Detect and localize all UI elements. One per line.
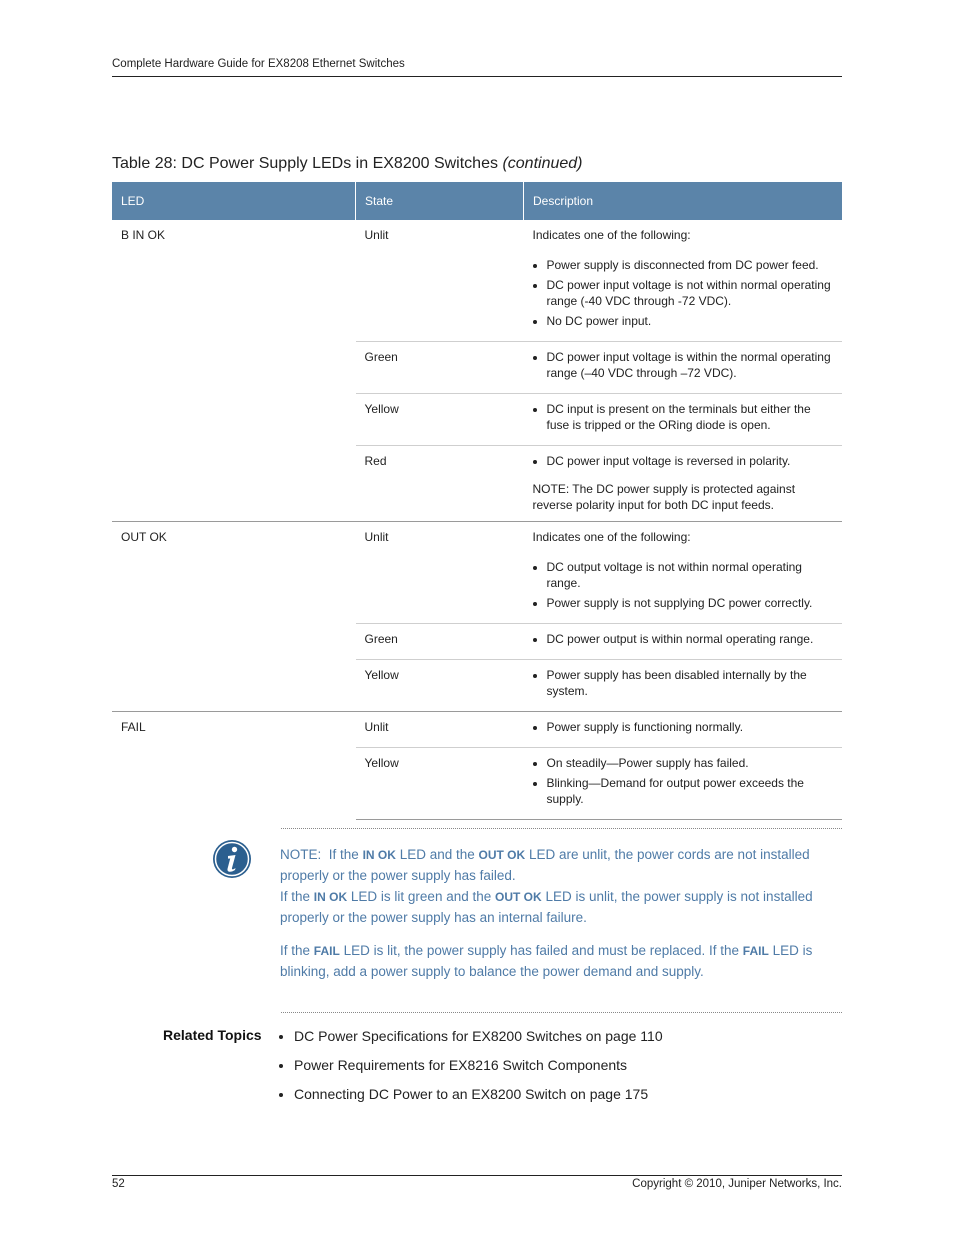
info-icon [212, 839, 252, 879]
description-cell [524, 342, 843, 394]
table-row [112, 522, 842, 624]
description-intro: Indicates one of the following: [532, 530, 691, 544]
related-topics-list [281, 1027, 814, 1114]
led-table-body [112, 220, 842, 820]
header-rule [112, 76, 842, 77]
description-cell [524, 712, 843, 748]
state-cell: Unlit [364, 228, 389, 242]
state-cell: Yellow [356, 748, 524, 820]
description-cell [524, 446, 843, 522]
description-bullet: • Blinking—Demand for output power exceeds the supply. [547, 775, 834, 807]
description-note: NOTE: The DC power supply is protected against reverse polarity input for both DC input feeds. [532, 482, 796, 512]
note-p2-led-b: OUT OK [495, 890, 542, 904]
related-topic-item[interactable]: • DC Power Specifications for EX8200 Switches on page 110 [294, 1027, 814, 1046]
description-bullet: • Power supply is functioning normally. [547, 719, 834, 735]
related-topics-label: Related Topics [163, 1027, 262, 1043]
description-bullet: • DC power input voltage is reversed in polarity. [547, 453, 834, 469]
description-cell [524, 660, 843, 712]
description-bullet: • DC output voltage is not within normal operating range. [547, 559, 834, 591]
state-cell: Green [356, 624, 524, 660]
footer-rule [112, 1175, 842, 1176]
note-p3-c: LED is lit, the power supply has failed and must be replaced. If the [343, 943, 740, 958]
description-bullet: • DC power output is within normal operating range. [547, 631, 834, 647]
state-cell: Yellow [356, 394, 524, 446]
page-number: 52 [112, 1178, 125, 1190]
led-name-cell: OUT OK [112, 522, 356, 712]
related-topic-item[interactable]: • Power Requirements for EX8216 Switch Components [294, 1056, 814, 1075]
description-bullets [533, 631, 834, 647]
note-label: NOTE: [280, 847, 322, 862]
note-p3-led-a: FAIL [313, 944, 340, 958]
note-p1-led-a: IN OK [362, 848, 396, 862]
description-cell [524, 624, 843, 660]
note-p1-led-b: OUT OK [478, 848, 526, 862]
state-cell: Unlit [356, 712, 524, 748]
table-row [112, 712, 842, 748]
description-bullet: • On steadily—Power supply has failed. [547, 755, 834, 771]
note-p3-led-b: FAIL [742, 944, 769, 958]
led-name-cell: B IN OK [121, 228, 166, 242]
running-header: Complete Hardware Guide for EX8208 Ethernet Switches [112, 58, 405, 70]
description-bullet: • Power supply is not supplying DC power correctly. [547, 595, 834, 611]
note-p2-a: If the [280, 889, 311, 904]
description-bullets [533, 453, 834, 469]
note-p1-a: If the [328, 847, 359, 862]
copyright: Copyright © 2010, Juniper Networks, Inc. [632, 1178, 842, 1190]
description-bullets [533, 257, 834, 329]
description-bullets [533, 401, 834, 433]
description-bullets [533, 755, 834, 807]
note-bottom-rule [281, 1012, 842, 1013]
description-bullet: • DC input is present on the terminals but either the fuse is tripped or the ORing diode is open. [547, 401, 834, 433]
note-p1-e: LED are unlit, the power cords are not installed properly or the power supply has failed. [280, 847, 810, 883]
column-header-state: State [356, 182, 524, 220]
table-header-row [112, 182, 842, 220]
state-cell: Unlit [356, 522, 524, 624]
table-title-suffix: (continued) [502, 155, 583, 172]
table-title-text: Table 28: DC Power Supply LEDs in EX8200 Switches [112, 155, 498, 172]
state-cell: Yellow [356, 660, 524, 712]
column-header-description: Description [524, 182, 843, 220]
note-paragraph-1 [280, 845, 842, 885]
description-cell [524, 220, 843, 342]
description-bullet: • Power supply is disconnected from DC power feed. [547, 257, 834, 273]
state-cell: Red [356, 446, 524, 522]
description-bullet: • No DC power input. [547, 313, 834, 329]
note-p3-e: LED is blinking, add a power supply to balance the power demand and supply. [280, 943, 813, 979]
note-p2-c: LED is lit green and the [350, 889, 492, 904]
note-paragraph-3 [280, 941, 842, 981]
table-title [112, 155, 582, 173]
description-cell [524, 394, 843, 446]
state-cell: Green [356, 342, 524, 394]
note-paragraph-2 [280, 887, 842, 927]
description-bullets [533, 349, 834, 381]
related-topic-item[interactable]: • Connecting DC Power to an EX8200 Switch on page 175 [294, 1085, 814, 1104]
note-p1-c: LED and the [399, 847, 475, 862]
note-p3-a: If the [280, 943, 311, 958]
description-bullets [533, 667, 834, 699]
description-bullets [533, 719, 834, 735]
note-p2-led-a: IN OK [313, 890, 348, 904]
description-bullet: • Power supply has been disabled internally by the system. [547, 667, 834, 699]
description-bullet: • DC power input voltage is within the normal operating range (–40 VDC through –72 VDC). [547, 349, 834, 381]
description-intro: Indicates one of the following: [532, 228, 691, 242]
column-header-led: LED [112, 182, 356, 220]
description-bullet: • DC power input voltage is not within normal operating range (-40 VDC through -72 VDC). [547, 277, 834, 309]
led-name-cell: FAIL [112, 712, 356, 820]
description-cell [524, 522, 843, 624]
description-cell [524, 748, 843, 820]
note-top-rule [281, 828, 842, 829]
note-p2-e: LED is unlit, the power supply is not installed properly or the power supply has an internal failure. [280, 889, 813, 925]
description-bullets [533, 559, 834, 611]
led-table [112, 182, 842, 820]
table-row [112, 220, 842, 342]
